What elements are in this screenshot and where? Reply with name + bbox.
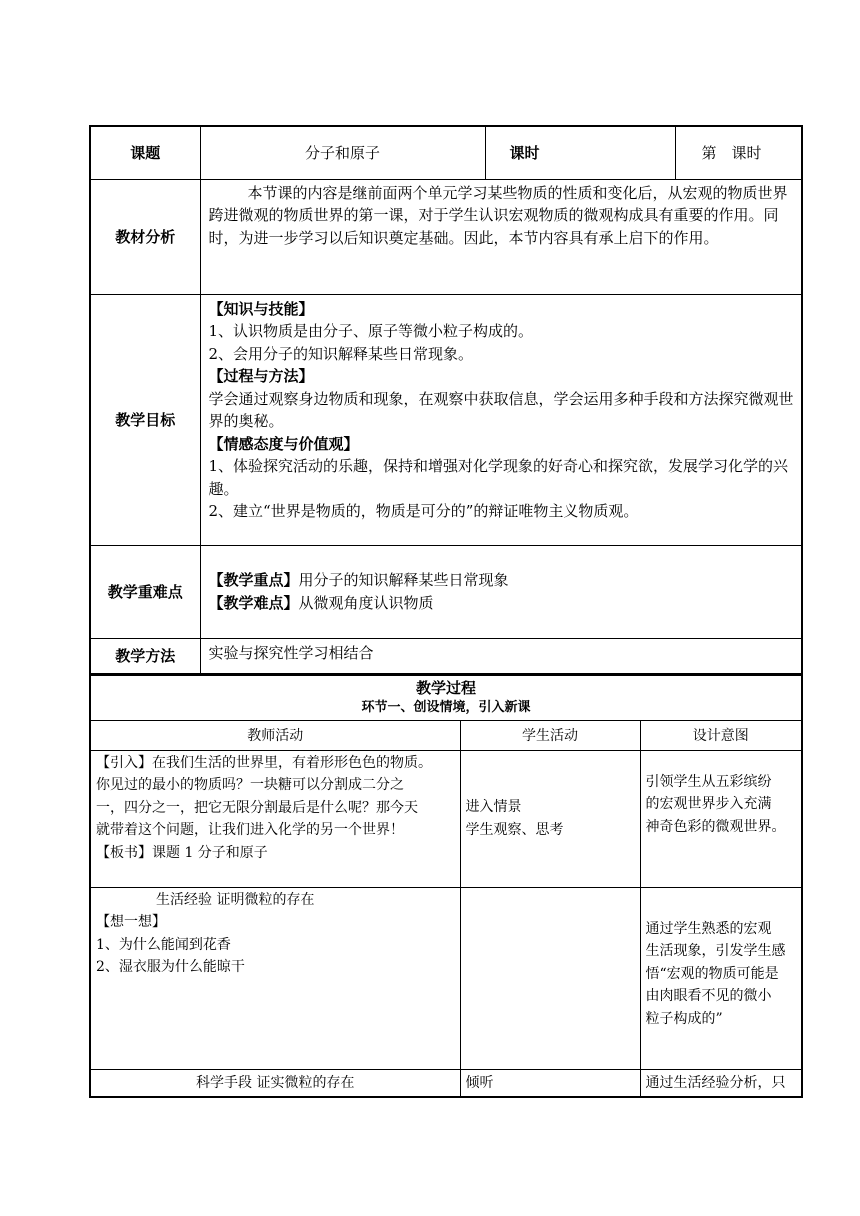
period-value: 第 课时 xyxy=(675,126,802,179)
design-intent xyxy=(640,1069,802,1097)
intent-line: 神奇色彩的微观世界。 xyxy=(645,818,786,835)
focus-text: 用分子的知识解释某些日常现象 xyxy=(298,571,509,589)
analysis-text: 本节课的内容是继前面两个单元学习某些物质的性质和变化后，从宏观的物质世界跨进微观的物质世界的第一课，对于学生认识宏观物质的微观构成具有重要的作用。同时，为进一步学习以后知识奠定基础。因此，本节内容具有承上启下的作用。 xyxy=(208,183,788,247)
lesson-info-table xyxy=(89,125,803,675)
col-student: 学生活动 xyxy=(460,720,640,750)
goals-item: 2、建立“世界是物质的，物质是可分的”的辩证唯物主义物质观。 xyxy=(208,502,639,520)
teacher-line: 【引入】在我们生活的世界里，有着形形色色的物质。 xyxy=(96,754,432,771)
teacher-line: 【想一想】 xyxy=(96,914,166,930)
section-title: 环节一、创设情境，引入新课 xyxy=(361,699,531,715)
teacher-line: 你见过的最小的物质吗？一块糖可以分割成二分之 xyxy=(96,777,404,793)
goals-item: 1、体验探究活动的乐趣，保持和增强对化学现象的好奇心和探究欲，发展学习化学的兴趣。 xyxy=(208,457,789,498)
keypoints-label: 教学重难点 xyxy=(90,545,200,638)
student-activity xyxy=(460,750,640,887)
intent-line: 生活现象，引发学生感 xyxy=(645,943,786,959)
focus-tag: 【教学重点】 xyxy=(208,571,299,589)
column-header-row xyxy=(90,720,802,750)
analysis-row xyxy=(90,179,802,294)
teacher-line: 【板书】课题 1 分子和原子 xyxy=(96,844,268,861)
goals-heading-process: 【过程与方法】 xyxy=(208,367,314,385)
teacher-line: 一，四分之一，把它无限分割最后是什么呢？那今天 xyxy=(96,799,418,816)
goals-item: 2、会用分子的知识解释某些日常现象。 xyxy=(208,344,474,363)
process-row xyxy=(90,1069,802,1097)
teacher-line: 就带着这个问题，让我们进入化学的另一个世界！ xyxy=(96,822,404,838)
process-title: 教学过程 xyxy=(416,678,477,697)
goals-heading-knowledge: 【知识与技能】 xyxy=(208,299,314,318)
teacher-line: 2、湿衣服为什么能晾干 xyxy=(96,959,245,975)
topic-value: 分子和原子 xyxy=(200,126,485,179)
goals-item: 1、认识物质是由分子、原子等微小粒子构成的。 xyxy=(208,322,534,340)
process-title-row xyxy=(90,675,802,720)
design-intent xyxy=(640,887,802,1069)
student-activity xyxy=(460,1069,640,1097)
difficulty-text: 从微观角度认识物质 xyxy=(298,593,434,612)
goals-label: 教学目标 xyxy=(90,294,200,545)
intent-line: 悟“宏观的物质可能是 xyxy=(645,965,779,982)
goals-cell xyxy=(200,294,802,545)
teacher-line: 生活经验 证明微粒的存在 xyxy=(156,891,315,908)
teacher-line: 1、为什么能闻到花香 xyxy=(96,936,231,953)
intent-line: 的宏观世界步入充满 xyxy=(645,796,772,812)
goals-row xyxy=(90,294,802,545)
teacher-activity xyxy=(90,1069,460,1097)
col-intent: 设计意图 xyxy=(640,720,802,750)
topic-label: 课题 xyxy=(90,126,200,179)
teaching-process-table xyxy=(89,674,803,1098)
intent-line: 通过学生熟悉的宏观 xyxy=(645,920,772,937)
teacher-activity xyxy=(90,750,460,887)
student-activity xyxy=(460,887,640,1069)
method-label: 教学方法 xyxy=(90,638,200,674)
header-row xyxy=(90,126,802,179)
intent-line: 通过生活经验分析，只 xyxy=(645,1074,786,1091)
design-intent xyxy=(640,750,802,887)
goals-item: 学会通过观察身边物质和现象，在观察中获取信息，学会运用多种手段和方法探究微观世界的奥秘。 xyxy=(208,389,794,430)
teacher-line: 科学手段 证实微粒的存在 xyxy=(196,1074,355,1091)
intent-line: 引领学生从五彩缤纷 xyxy=(645,773,772,790)
keypoints-row xyxy=(90,545,802,638)
process-row xyxy=(90,887,802,1069)
col-teacher: 教师活动 xyxy=(90,720,460,750)
goals-heading-attitude: 【情感态度与价值观】 xyxy=(208,434,359,453)
analysis-label: 教材分析 xyxy=(90,179,200,294)
teacher-activity xyxy=(90,887,460,1069)
student-line: 倾听 xyxy=(465,1074,494,1091)
process-row xyxy=(90,750,802,887)
method-value: 实验与探究性学习相结合 xyxy=(200,638,802,674)
method-row xyxy=(90,638,802,674)
student-line: 学生观察、思考 xyxy=(465,821,564,838)
analysis-cell xyxy=(200,179,802,294)
period-label: 课时 xyxy=(485,126,675,179)
keypoints-cell xyxy=(200,545,802,638)
difficulty-tag: 【教学难点】 xyxy=(208,593,299,612)
student-line: 进入情景 xyxy=(465,799,522,815)
intent-line: 粒子构成的” xyxy=(645,1010,723,1027)
intent-line: 由肉眼看不见的微小 xyxy=(645,988,772,1004)
process-title-cell xyxy=(90,675,802,720)
